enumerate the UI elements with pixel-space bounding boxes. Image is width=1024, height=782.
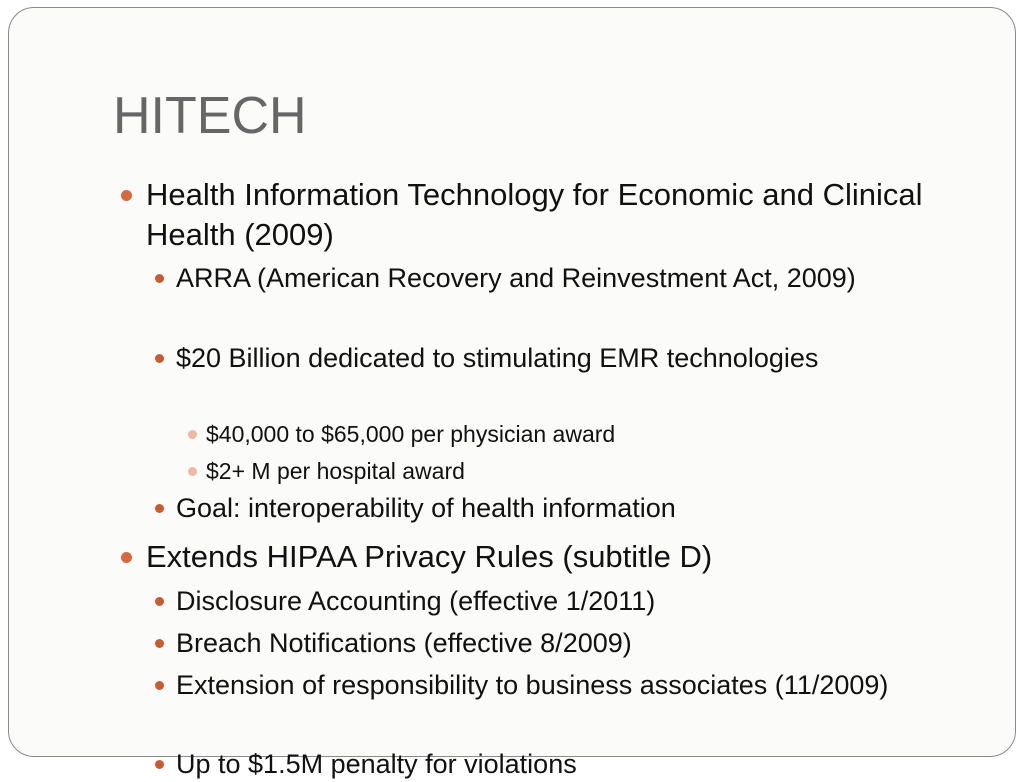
bullet-item bbox=[176, 625, 966, 661]
bullet-icon bbox=[155, 597, 164, 606]
slide bbox=[8, 7, 1016, 779]
bullet-item bbox=[146, 175, 966, 255]
bullet-icon bbox=[155, 274, 164, 283]
bullet-icon bbox=[155, 639, 164, 648]
bullet-text: $40,000 to $65,000 per physician award bbox=[206, 421, 616, 447]
bullet-item bbox=[176, 667, 966, 703]
bullet-text: Disclosure Accounting (effective 1/2011) bbox=[176, 586, 656, 616]
bullet-item bbox=[176, 490, 966, 526]
bullet-item bbox=[206, 419, 966, 449]
bullet-text: Goal: interoperability of health information bbox=[176, 493, 676, 523]
slide-title: HITECH bbox=[113, 87, 307, 145]
bullet-item bbox=[176, 583, 966, 619]
bullet-item bbox=[146, 537, 966, 577]
bullet-text: Extension of responsibility to business associates (11/2009) bbox=[176, 670, 889, 700]
bullet-icon bbox=[155, 354, 164, 363]
bullet-icon bbox=[155, 504, 164, 513]
bullet-text: Extends HIPAA Privacy Rules (subtitle D) bbox=[146, 539, 713, 574]
bullet-icon bbox=[121, 190, 132, 201]
bullet-text: Breach Notifications (effective 8/2009) bbox=[176, 628, 632, 658]
bullet-item bbox=[176, 746, 966, 782]
bullet-item bbox=[206, 456, 966, 486]
bullet-icon bbox=[155, 760, 164, 769]
bullet-text: Up to $1.5M penalty for violations bbox=[176, 749, 577, 779]
bullet-item bbox=[176, 260, 966, 296]
bullet-text: ARRA (American Recovery and Reinvestment Act, 2009) bbox=[176, 263, 856, 293]
bullet-icon bbox=[121, 552, 132, 563]
bullet-icon bbox=[188, 467, 197, 476]
bullet-list bbox=[9, 8, 1015, 779]
bullet-text: $20 Billion dedicated to stimulating EMR technologies bbox=[176, 343, 819, 373]
bullet-text: Health Information Technology for Economic and Clinical Health (2009) bbox=[146, 177, 923, 252]
bullet-item bbox=[176, 340, 876, 376]
bullet-icon bbox=[188, 430, 197, 439]
bullet-text: $2+ M per hospital award bbox=[206, 458, 465, 484]
bullet-icon bbox=[155, 681, 164, 690]
